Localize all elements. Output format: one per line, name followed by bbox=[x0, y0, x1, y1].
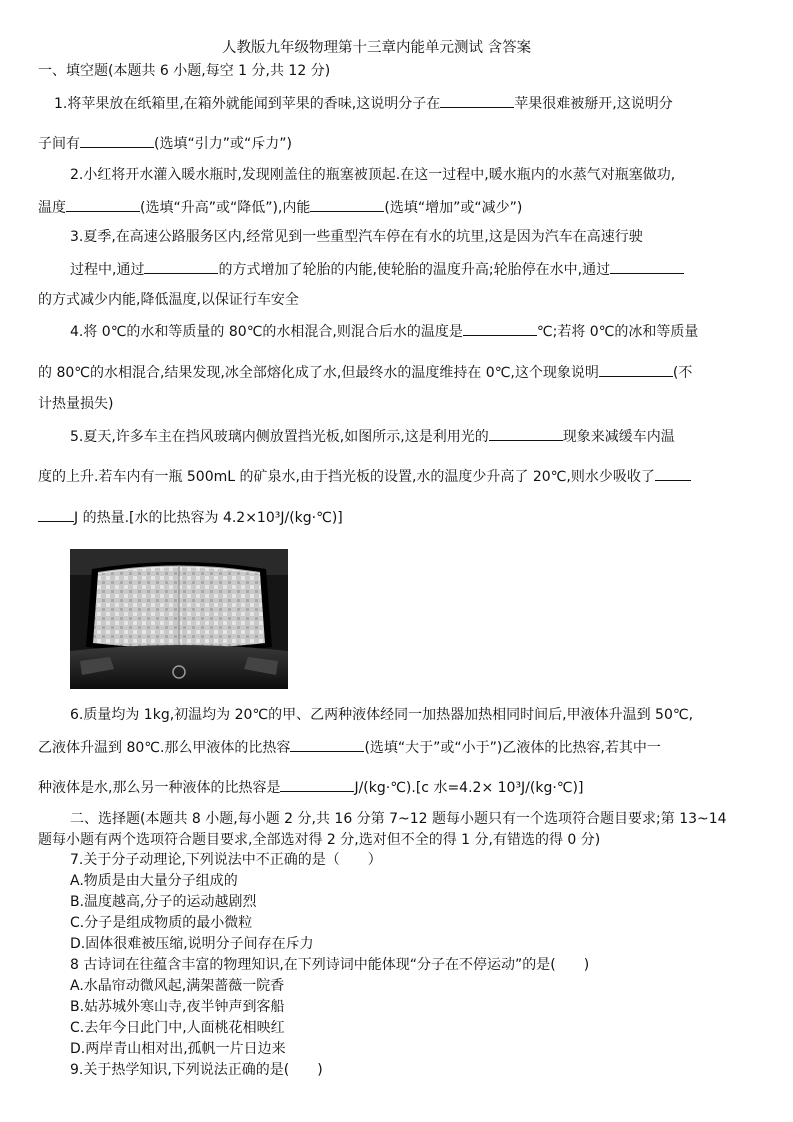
answer-blank[interactable] bbox=[489, 426, 563, 441]
answer-blank[interactable] bbox=[144, 259, 218, 274]
question-3-line-3: 的方式减少内能,降低温度,以保证行车安全 bbox=[38, 292, 299, 308]
question-1-line-2: 子间有 (选填“引力”或“斥力”) bbox=[38, 133, 292, 154]
question-7-option-c[interactable]: C.分子是组成物质的最小微粒 bbox=[70, 915, 253, 931]
question-8-option-a[interactable]: A.水晶帘动微风起,满架蔷薇一院香 bbox=[70, 978, 285, 994]
question-3-line-2: 过程中,通过 的方式增加了轮胎的内能,使轮胎的温度升高;轮胎停在水中,通过 bbox=[70, 259, 684, 280]
section-2-heading-line-2: 题每小题有两个选项符合题目要求,全部选对得 2 分,选对但不全的得 1 分,有错选的得 0 分) bbox=[38, 832, 601, 848]
question-2-line-2: 温度 (选填“升高”或“降低”),内能 (选填“增加”或“减少”) bbox=[38, 197, 522, 218]
question-8-stem: 8 古诗词在往蕴含丰富的物理知识,在下列诗词中能体现“分子在不停运动”的是( ) bbox=[70, 957, 590, 973]
question-2-line-1: 2.小红将开水灌入暖水瓶时,发现刚盖住的瓶塞被顶起.在这一过程中,暖水瓶内的水蒸气对瓶塞做功, bbox=[70, 167, 676, 183]
section-1-heading: 一、填空题(本题共 6 小题,每空 1 分,共 12 分) bbox=[38, 63, 331, 79]
windshield-sunshade-photo bbox=[70, 549, 288, 689]
answer-blank[interactable] bbox=[280, 777, 354, 792]
question-3-line-1: 3.夏季,在高速公路服务区内,经常见到一些重型汽车停在有水的坑里,这是因为汽车在高速行驶 bbox=[70, 229, 643, 245]
question-7-option-d[interactable]: D.固体很难被压缩,说明分子间存在斥力 bbox=[70, 936, 314, 952]
question-5-line-2: 度的上升.若车内有一瓶 500mL 的矿泉水,由于挡光板的设置,水的温度少升高了 20℃,则水少吸收了 bbox=[38, 466, 691, 487]
answer-blank[interactable] bbox=[655, 466, 691, 481]
answer-blank[interactable] bbox=[38, 507, 74, 522]
question-6-line-3: 种液体是水,那么另一种液体的比热容是 J/(kg·℃).[c 水=4.2× 10³J/(kg·℃)] bbox=[38, 777, 583, 798]
question-5-line-1: 5.夏天,许多车主在挡风玻璃内侧放置挡光板,如图所示,这是利用光的 现象来减缓车内温 bbox=[70, 426, 675, 447]
answer-blank[interactable] bbox=[610, 259, 684, 274]
section-2-heading-line-1: 二、选择题(本题共 8 小题,每小题 2 分,共 16 分第 7~12 题每小题只有一个选项符合题目要求;第 13~14 bbox=[70, 811, 727, 827]
document-title: 人教版九年级物理第十三章内能单元测试 含答案 bbox=[222, 40, 532, 56]
question-4-line-3: 计热量损失) bbox=[38, 396, 114, 412]
car-windshield-image bbox=[70, 549, 288, 689]
question-1-line-1: 1.将苹果放在纸箱里,在箱外就能闻到苹果的香味,这说明分子在 苹果很难被掰开,这说明分 bbox=[54, 93, 673, 114]
answer-blank[interactable] bbox=[290, 737, 364, 752]
answer-blank[interactable] bbox=[463, 321, 537, 336]
answer-blank[interactable] bbox=[80, 133, 154, 148]
question-4-line-1: 4.将 0℃的水和等质量的 80℃的水相混合,则混合后水的温度是 ℃;若将 0℃的冰和等质量 bbox=[70, 321, 698, 342]
question-9-stem: 9.关于热学知识,下列说法正确的是( ) bbox=[70, 1062, 323, 1078]
answer-blank[interactable] bbox=[440, 93, 514, 108]
question-4-line-2: 的 80℃的水相混合,结果发现,冰全部熔化成了水,但最终水的温度维持在 0℃,这个现象说明 (不 bbox=[38, 362, 692, 383]
question-8-option-b[interactable]: B.姑苏城外寒山寺,夜半钟声到客船 bbox=[70, 999, 285, 1015]
question-7-option-a[interactable]: A.物质是由大量分子组成的 bbox=[70, 873, 238, 889]
question-8-option-d[interactable]: D.两岸青山相对出,孤帆一片日边来 bbox=[70, 1041, 286, 1057]
answer-blank[interactable] bbox=[66, 197, 140, 212]
question-6-line-2: 乙液体升温到 80℃.那么甲液体的比热容 (选填“大于”或“小于”)乙液体的比热容,若其中一 bbox=[38, 737, 661, 758]
question-8-option-c[interactable]: C.去年今日此门中,人面桃花相映红 bbox=[70, 1020, 285, 1036]
question-5-line-3: J 的热量.[水的比热容为 4.2×10³J/(kg·℃)] bbox=[38, 507, 343, 528]
question-7-stem: 7.关于分子动理论,下列说法中不正确的是（ ） bbox=[70, 852, 382, 868]
question-7-option-b[interactable]: B.温度越高,分子的运动越剧烈 bbox=[70, 894, 257, 910]
answer-blank[interactable] bbox=[599, 362, 673, 377]
answer-blank[interactable] bbox=[310, 197, 384, 212]
question-6-line-1: 6.质量均为 1kg,初温均为 20℃的甲、乙两种液体经同一加热器加热相同时间后,甲液体升温到 50℃, bbox=[70, 707, 694, 723]
